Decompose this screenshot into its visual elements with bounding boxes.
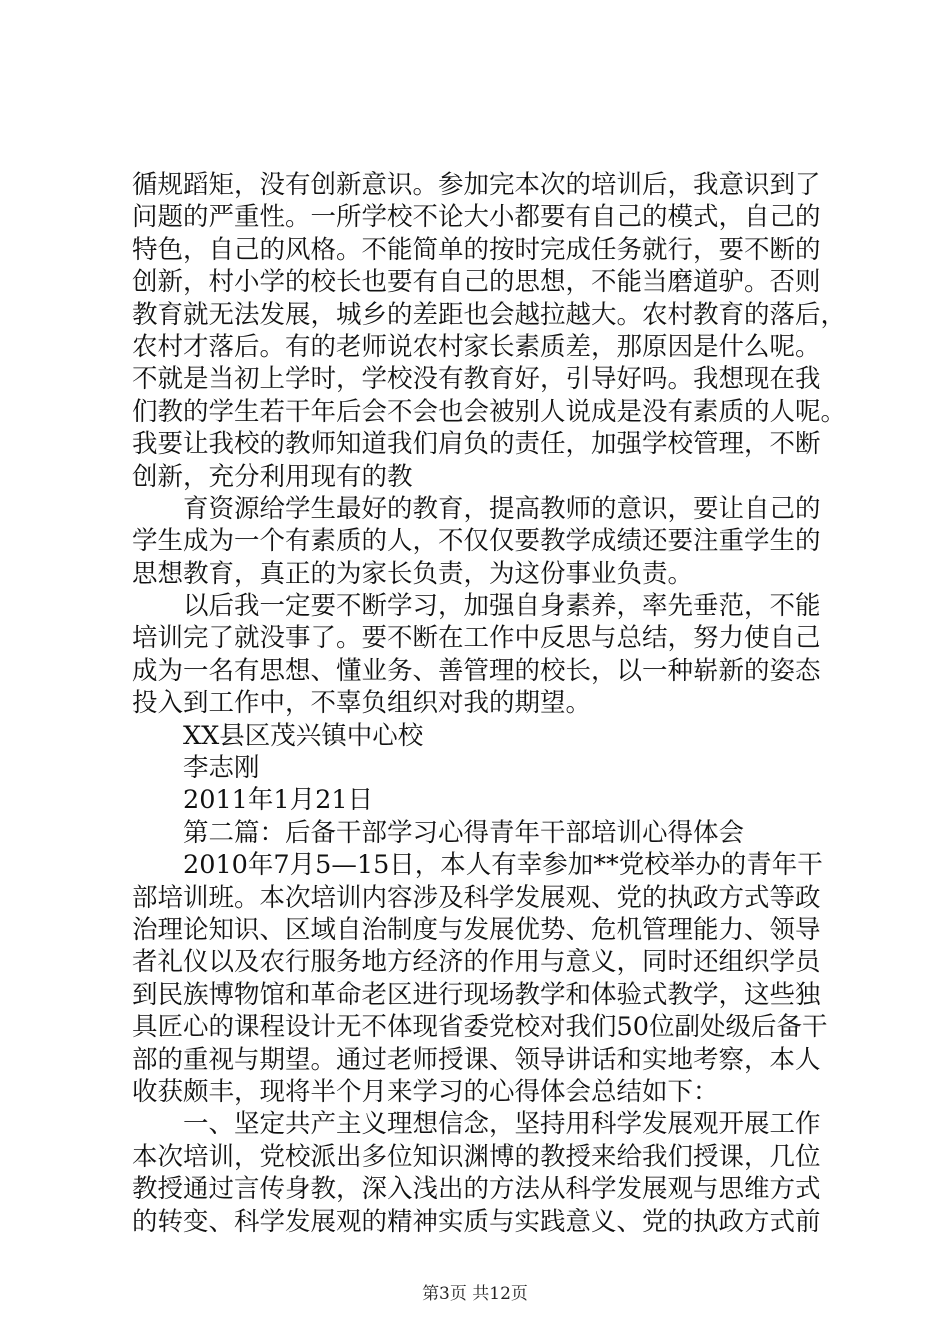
text-line: 具匠心的课程设计无不体现省委党校对我们50位副处级后备干 [132,1012,828,1043]
text-line: 循规蹈矩，没有创新意识。参加完本次的培训后，我意识到了 [132,170,821,200]
text-line: 部培训班。本次培训内容涉及科学发展观、党的执政方式等政 [132,882,821,913]
text-line: 的转变、科学发展观的精神实质与实践意义、党的执政方式前 [132,1206,821,1237]
text-line: 2011年1月21日 [183,785,374,816]
text-line: 者礼仪以及农行服务地方经济的作用与意义，同时还组织学员 [132,947,821,978]
text-line: 一、坚定共产主义理想信念，坚持用科学发展观开展工作 [183,1109,821,1140]
text-line: 2010年7月5—15日，本人有幸参加**党校举办的青年干 [183,850,823,881]
text-line: 成为一名有思想、懂业务、善管理的校长，以一种崭新的姿态 [132,655,821,686]
text-line: 部的重视与期望。通过老师授课、领导讲话和实地考察，本人 [132,1044,821,1075]
text-line: 教授通过言传身教，深入浅出的方法从科学发展观与思维方式 [132,1174,821,1205]
text-line: 特色，自己的风格。不能简单的按时完成任务就行，要不断的 [132,234,821,265]
text-line: XX县区茂兴镇中心校 [183,720,424,751]
text-line: 李志刚 [183,753,260,784]
text-line: 农村才落后。有的老师说农村家长素质差，那原因是什么呢。 [132,331,821,362]
text-line: 第二篇：后备干部学习心得青年干部培训心得体会 [183,817,745,848]
body-text [132,169,847,1238]
text-line: 思想教育，真正的为家长负责，为这份事业负责。 [132,558,694,589]
text-line: 育资源给学生最好的教育，提高教师的意识，要让自己的 [183,493,821,524]
text-line: 创新，村小学的校长也要有自己的思想，不能当磨道驴。否则 [132,267,821,298]
text-line: 到民族博物馆和革命老区进行现场教学和体验式教学，这些独 [132,979,821,1010]
text-line: 创新，充分利用现有的教 [132,461,413,492]
text-line: 收获颇丰，现将半个月来学习的心得体会总结如下： [132,1076,719,1107]
text-line: 投入到工作中，不辜负组织对我的期望。 [132,688,592,719]
text-line: 教育就无法发展，城乡的差距也会越拉越大。农村教育的落后， [132,299,847,330]
text-line: 治理论知识、区域自治制度与发展优势、危机管理能力、领导 [132,914,821,945]
text-line: 培训完了就没事了。要不断在工作中反思与总结，努力使自己 [132,623,821,654]
page-footer: 第3页 共12页 [422,1284,528,1304]
text-line: 以后我一定要不断学习，加强自身素养，率先垂范，不能 [183,591,821,622]
text-line: 问题的严重性。一所学校不论大小都要有自己的模式，自己的 [132,202,821,233]
text-line: 们教的学生若干年后会不会也会被别人说成是没有素质的人呢。 [132,396,847,427]
text-line: 我要让我校的教师知道我们肩负的责任，加强学校管理，不断 [132,429,821,460]
text-line: 学生成为一个有素质的人，不仅仅要教学成绩还要注重学生的 [132,526,821,557]
text-line: 不就是当初上学时，学校没有教育好，引导好吗。我想现在我 [132,364,821,395]
text-line: 本次培训，党校派出多位知识渊博的教授来给我们授课，几位 [132,1141,821,1172]
